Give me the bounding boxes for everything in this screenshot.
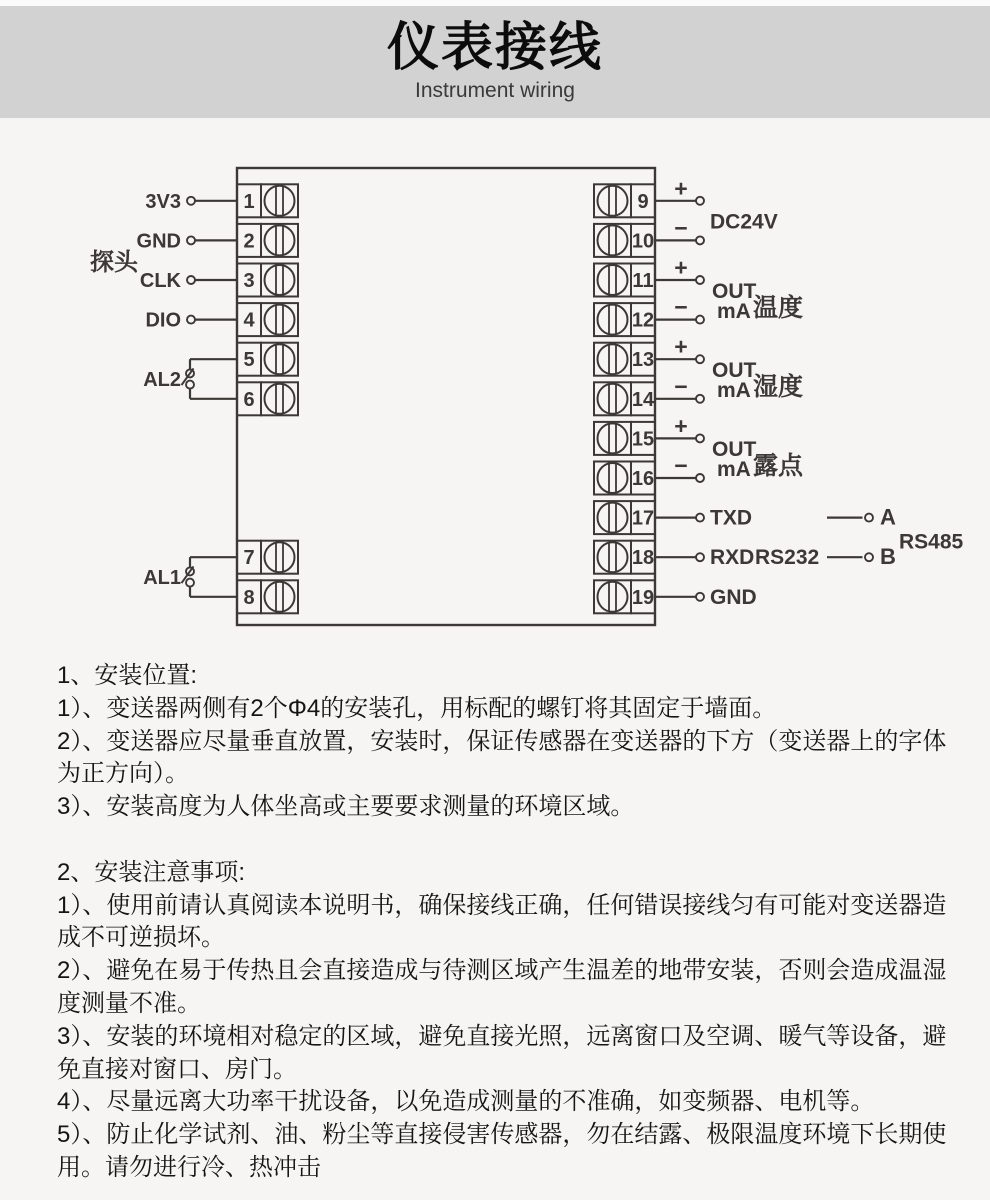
ma-label-temperature: mA: [717, 299, 751, 323]
terminal-8-screw-cell: [261, 580, 298, 613]
connection-point: [696, 593, 704, 601]
plus-sign-humidity: +: [674, 333, 688, 360]
plus-sign-dew-point: +: [674, 412, 688, 439]
device-outline: [237, 168, 655, 625]
terminal-19-screw-cell: [594, 580, 631, 613]
note-line: 4）、尽量远离大功率干扰设备，以免造成测量的不准确，如变频器、电机等。: [57, 1088, 875, 1116]
terminal-number: 13: [631, 349, 655, 372]
rs485-label-b: B: [880, 544, 896, 570]
ma-label-dew-point: mA: [717, 458, 751, 482]
terminal-number: 1: [243, 190, 255, 213]
relay-label-al1: AL1: [143, 567, 181, 589]
terminal-3-screw-cell: [261, 264, 298, 297]
note-line: 度测量不准。: [57, 989, 201, 1017]
screw-icon: [265, 542, 295, 572]
screw-icon: [598, 344, 628, 374]
plus-sign-temperature: +: [674, 254, 688, 281]
note-line: 5）、防止化学试剂、油、粉尘等直接侵害传感器，勿在结露、极限温度环境下长期使: [57, 1121, 947, 1149]
terminal-number: 16: [631, 468, 655, 490]
note-line: 2、安装注意事项:: [57, 858, 246, 886]
ma-label-humidity: mA: [717, 379, 751, 402]
terminal-number: 3: [243, 270, 255, 292]
plus-sign-dc24v: +: [674, 175, 688, 202]
terminal-9-screw-cell: [594, 184, 631, 217]
note-line: 1）、变送器两侧有2个Φ4的安装孔，用标配的螺钉将其固定于墙面。: [57, 694, 777, 722]
screw-icon: [598, 503, 628, 533]
header-band: [0, 6, 990, 118]
screw-icon: [265, 305, 295, 335]
note-line: 3）、安装的环境相对稳定的区域，避免直接光照，远离窗口及空调、暖气等设备，避: [57, 1022, 947, 1050]
terminal-number: 4: [243, 309, 255, 332]
rs485-label: RS485: [899, 530, 964, 554]
channel-label-dew-point: 露点: [753, 452, 804, 481]
channel-label-temperature: 温度: [753, 293, 804, 322]
channel-label-humidity: 湿度: [753, 373, 804, 401]
terminal-number: 11: [632, 270, 654, 292]
connection-point: [696, 434, 704, 442]
terminal-number: 9: [637, 190, 649, 213]
note-line: 成不可逆损坏。: [57, 924, 225, 952]
note-line: 1、安装位置:: [57, 662, 198, 689]
relay-contact-point: [186, 381, 194, 389]
screw-icon: [265, 344, 295, 374]
connection-point: [696, 514, 704, 522]
connection-point: [696, 197, 704, 205]
terminal-15-screw-cell: [594, 422, 631, 455]
terminal-number: 6: [243, 388, 255, 411]
out-label-humidity: OUT: [712, 359, 757, 382]
terminal-11-screw-cell: [594, 264, 631, 297]
serial-label-sgnd: GND: [710, 585, 757, 609]
terminal-2-screw-cell: [261, 224, 298, 257]
terminal-16-screw-cell: [594, 462, 631, 495]
terminal-number: 8: [243, 586, 255, 609]
connection-point: [696, 474, 704, 482]
terminal-1-screw-cell: [261, 184, 298, 217]
terminal-17-screw-cell: [594, 501, 631, 534]
rs485-label-a: A: [880, 504, 896, 530]
screw-icon: [598, 423, 628, 453]
terminal-number: 7: [243, 547, 255, 570]
terminal-14-screw-cell: [594, 382, 631, 415]
wiring-diagram: [0, 130, 990, 670]
screw-icon: [265, 384, 295, 414]
connection-point: [696, 276, 704, 284]
pin-label-dio: DIO: [145, 309, 181, 332]
installation-notes: [57, 660, 967, 1185]
terminal-7-screw-cell: [261, 541, 298, 574]
terminal-4-screw-cell: [261, 303, 298, 336]
screw-icon: [598, 225, 628, 255]
connection-point: [865, 553, 873, 561]
terminal-number: 10: [631, 230, 655, 253]
pin-label-clk: CLK: [139, 270, 181, 292]
terminal-13-screw-cell: [594, 343, 631, 376]
connection-point: [865, 514, 873, 522]
screw-icon: [265, 186, 295, 216]
screw-icon: [598, 384, 628, 414]
relay-label-al2: AL2: [143, 369, 181, 391]
screw-icon: [598, 265, 628, 295]
connection-point: [696, 553, 704, 561]
note-line: 为正方向）。: [57, 760, 189, 788]
pin-label-3v3: 3V3: [145, 190, 181, 213]
note-line: 免直接对窗口、房门。: [57, 1055, 297, 1083]
connection-point: [696, 236, 704, 244]
terminal-number: 5: [243, 349, 255, 372]
connection-point: [696, 355, 704, 363]
note-line: 2）、避免在易于传热且会直接造成与待测区域产生温差的地带安装，否则会造成温湿: [57, 957, 947, 985]
screw-icon: [598, 582, 628, 612]
serial-label-rxd: RXD: [710, 546, 755, 570]
out-label-dew-point: OUT: [712, 438, 757, 462]
terminal-5-screw-cell: [261, 343, 298, 376]
minus-sign-dew-point: −: [674, 452, 688, 479]
screw-icon: [598, 463, 628, 493]
terminal-number: 17: [631, 507, 655, 530]
note-line: 2）、变送器应尽量垂直放置，安装时，保证传感器在变送器的下方（变送器上的字体: [57, 727, 947, 755]
terminal-number: 18: [631, 547, 655, 570]
terminal-number: 19: [631, 586, 655, 609]
terminal-number: 14: [631, 388, 655, 411]
terminal-number: 15: [631, 428, 655, 451]
note-line: 1）、使用前请认真阅读本说明书，确保接线正确，任何错误接线匀有可能对变送器造: [57, 891, 947, 919]
page-subtitle: Instrument wiring: [415, 79, 575, 102]
power-label-dc24v: DC24V: [710, 210, 778, 234]
note-line: 用。请勿进行冷、热冲击: [57, 1153, 321, 1181]
connection-point: [187, 316, 195, 324]
connection-point: [187, 197, 195, 205]
serial-label-txd: TXD: [710, 506, 752, 530]
connection-point: [696, 316, 704, 324]
terminal-12-screw-cell: [594, 303, 631, 336]
minus-sign-dc24v: −: [674, 214, 688, 241]
minus-sign-humidity: −: [674, 373, 688, 400]
terminal-18-screw-cell: [594, 541, 631, 574]
probe-label: 探头: [90, 249, 138, 276]
connection-point: [187, 236, 195, 244]
relay-contact-point: [186, 579, 194, 587]
terminal-10-screw-cell: [594, 224, 631, 257]
terminal-6-screw-cell: [261, 382, 298, 415]
page-title: 仪表接线: [386, 19, 603, 77]
screw-icon: [598, 186, 628, 216]
screw-icon: [265, 225, 295, 255]
note-line: 3）、安装高度为人体坐高或主要要求测量的环境区域。: [57, 793, 635, 821]
pin-label-gnd: GND: [136, 230, 181, 253]
screw-icon: [598, 305, 628, 335]
screw-icon: [598, 542, 628, 572]
note-blank-line: [57, 824, 967, 857]
minus-sign-temperature: −: [674, 294, 688, 321]
out-label-temperature: OUT: [712, 279, 757, 303]
terminal-number: 12: [631, 309, 655, 332]
screw-icon: [265, 265, 295, 295]
connection-point: [696, 395, 704, 403]
connection-point: [187, 276, 195, 284]
serial-label-rs232: RS232: [755, 546, 820, 570]
screw-icon: [265, 582, 295, 612]
terminal-number: 2: [243, 230, 255, 253]
